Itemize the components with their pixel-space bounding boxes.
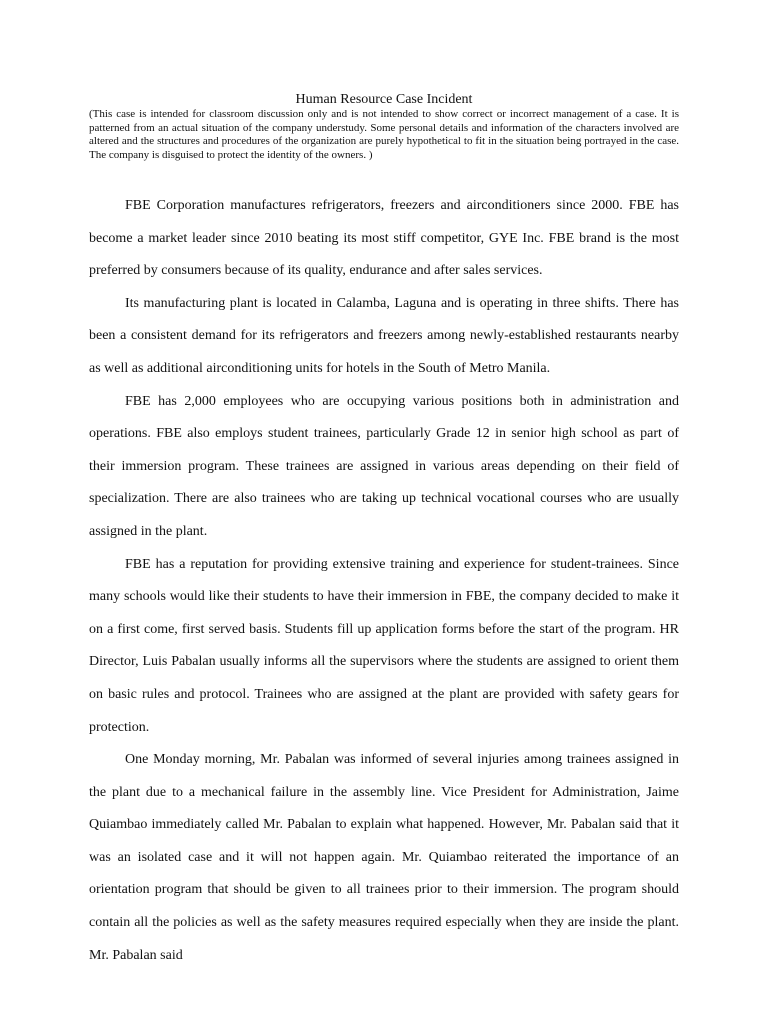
disclaimer-note: (This case is intended for classroom discussion only and is not intended to show correct or incorrect management of a case. It is patterned from an actual situation of the company understudy. Some personal details and information of the characters involved are altered and the structures and procedures of the organization are purely hypothetical to fit in the situation being portrayed in the case. The company is disguised to protect the identity of the owners. ) <box>89 108 679 161</box>
paragraph: One Monday morning, Mr. Pabalan was informed of several injuries among trainees assigned in the plant due to a mechanical failure in the assembly line. Vice President for Administration, Jaime Quiambao immediately called Mr. Pabalan to explain what happened. However, Mr. Pabalan said that it was an isolated case and it will not happen again. Mr. Quiambao reiterated the importance of an orientation program that should be given to all trainees prior to their immersion. The program should contain all the policies as well as the safety measures required especially when they are inside the plant. Mr. Pabalan said <box>89 752 679 963</box>
paragraph: FBE has 2,000 employees who are occupying various positions both in administration and operations. FBE also employs student trainees, particularly Grade 12 in senior high school as part of their immersion program. These trainees are assigned in various areas depending on their field of specialization. There are also trainees who are taking up technical vocational courses who are usually assigned in the plant. <box>89 393 679 539</box>
document-title: Human Resource Case Incident <box>295 92 473 107</box>
paragraph: Its manufacturing plant is located in Calamba, Laguna and is operating in three shifts. There has been a consistent demand for its refrigerators and freezers among newly-established restaurants nearby as well as additional airconditioning units for hotels in the South of Metro Manila. <box>89 295 679 376</box>
paragraph: FBE has a reputation for providing extensive training and experience for student-trainees. Since many schools would like their students to have their immersion in FBE, the company decided to make it on a first come, first served basis. Students fill up application forms before the start of the program. HR Director, Luis Pabalan usually informs all the supervisors where the students are assigned to orient them on basic rules and protocol. Trainees who are assigned at the plant are provided with safety gears for protection. <box>89 556 679 735</box>
case-body <box>89 190 679 972</box>
paragraph: FBE Corporation manufactures refrigerators, freezers and airconditioners since 2000. FBE has become a market leader since 2010 beating its most stiff competitor, GYE Inc. FBE brand is the most preferred by consumers because of its quality, endurance and after sales services. <box>89 198 679 279</box>
